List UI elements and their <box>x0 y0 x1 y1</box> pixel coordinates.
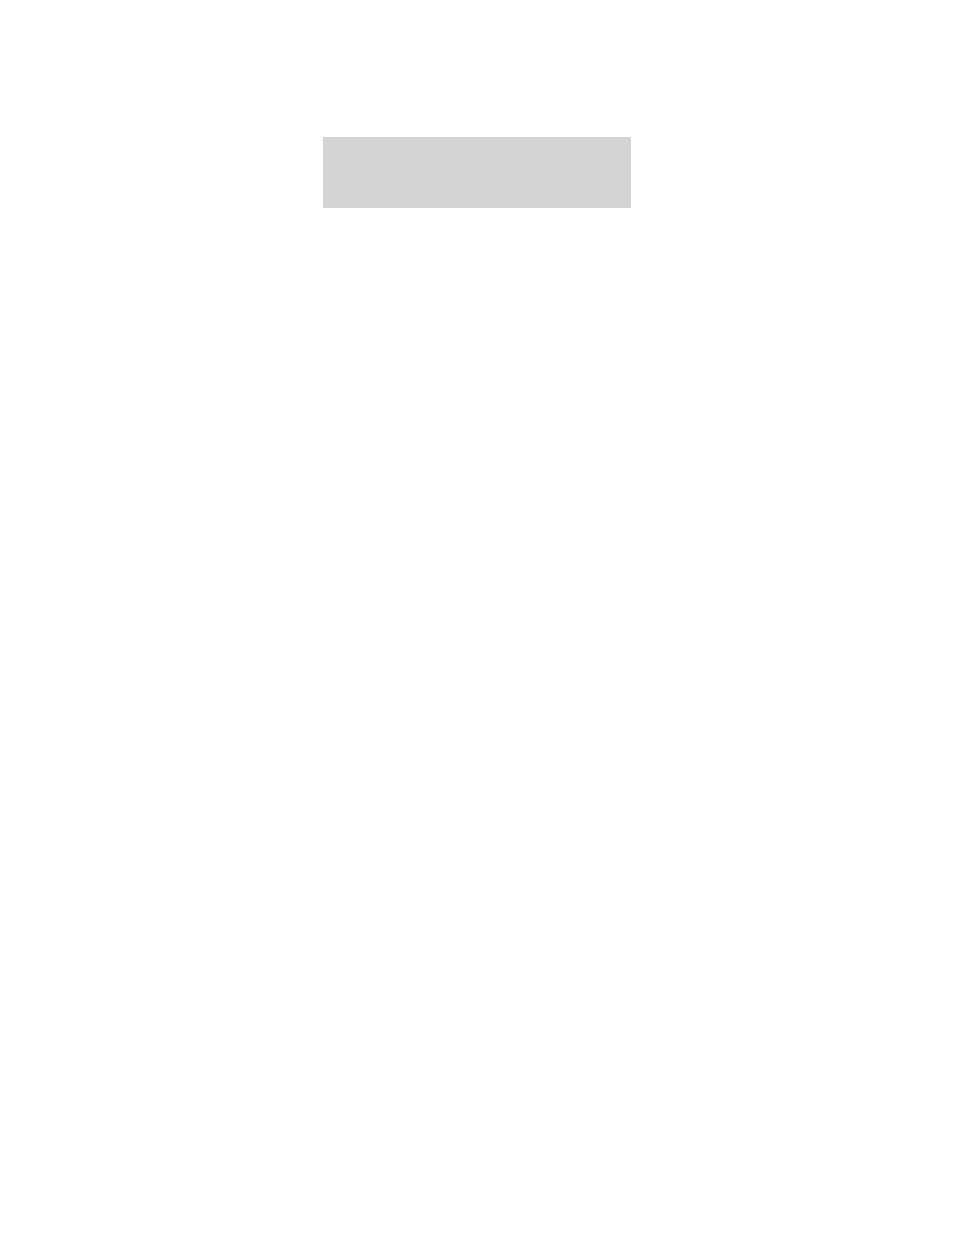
section-header-band <box>323 137 631 208</box>
